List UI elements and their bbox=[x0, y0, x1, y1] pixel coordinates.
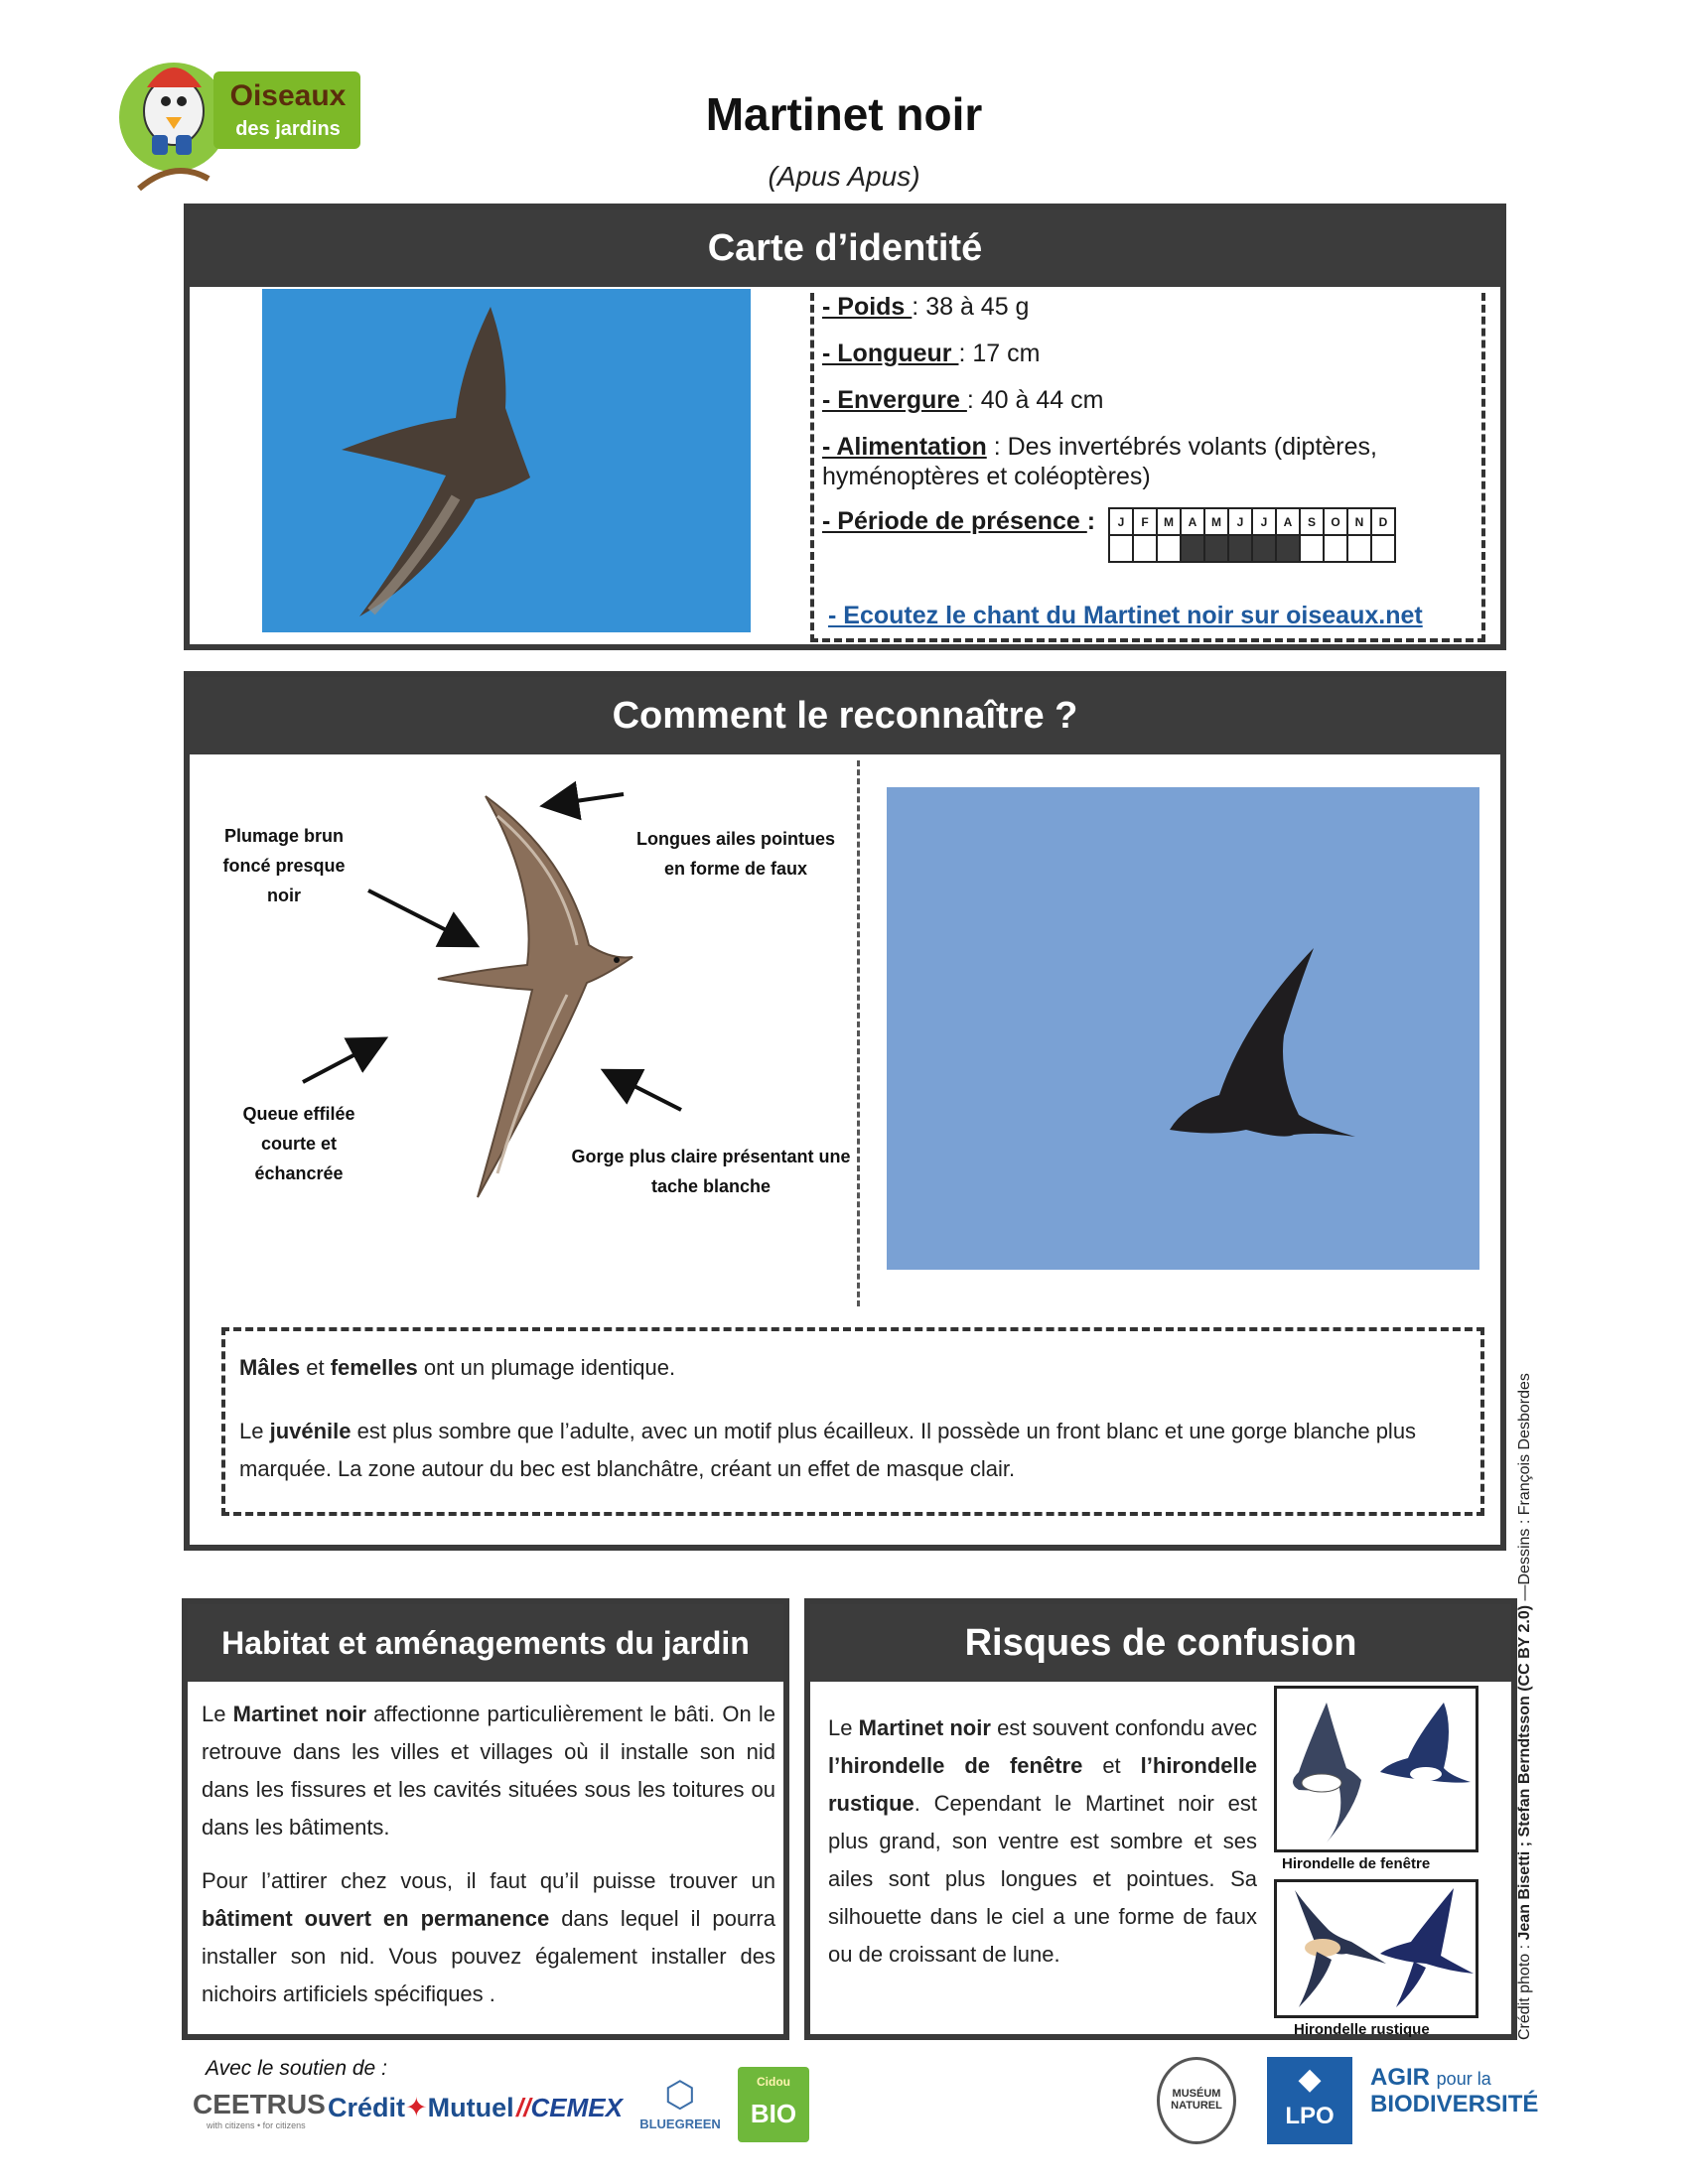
arrow-throat bbox=[615, 1076, 681, 1110]
sponsor-bio-text: BIO bbox=[750, 2099, 797, 2128]
sponsor-cemex-text: CEMEX bbox=[530, 2093, 623, 2122]
sponsor-ceetrus-tagline: with citizens • for citizens bbox=[207, 2120, 306, 2130]
length-row bbox=[822, 340, 1040, 368]
food-row bbox=[822, 432, 1458, 491]
confusion-text bbox=[828, 1709, 1257, 1974]
partner-agir-pour-la: pour la bbox=[1436, 2069, 1491, 2089]
partner-museum-line-1: MUSÉUM bbox=[1172, 2088, 1221, 2100]
label-plumage-line-1: Plumage brun bbox=[223, 826, 344, 846]
habitat-text-4: dans lequel il pourra installer son nid. Vous pouvez également installer des nichoirs artificiels spécifiques . bbox=[202, 1906, 775, 2006]
confusion-text-1: Le bbox=[828, 1715, 859, 1740]
month-cell: N bbox=[1347, 508, 1371, 535]
habitat-paragraph-1 bbox=[202, 1696, 775, 1846]
presence-cell bbox=[1371, 535, 1395, 562]
confusion-text-4: . Cependant le Martinet noir est plus grand, son ventre est sombre et ses ailes sont plus longues et pointues. Sa silhouette dans le ciel a une forme de faux ou de croissant de lune. bbox=[828, 1791, 1257, 1967]
arrow-tail bbox=[303, 1044, 374, 1082]
logo-text-des-jardins: des jardins bbox=[235, 118, 341, 140]
barn-swallow-drawing bbox=[1274, 1879, 1478, 2018]
sponsor-cemex bbox=[516, 2093, 623, 2123]
length-label: - Longueur bbox=[822, 340, 959, 367]
sponsor-ceetrus-text: CEETRUS bbox=[193, 2089, 326, 2119]
habitat-text bbox=[202, 1696, 775, 2013]
logo-text-oiseaux: Oiseaux bbox=[229, 79, 347, 112]
presence-cell bbox=[1252, 535, 1276, 562]
presence-cell bbox=[1204, 535, 1228, 562]
label-plumage-line-3: noir bbox=[267, 886, 301, 905]
confusion-bold-3: l’hirondelle rustique bbox=[828, 1753, 1258, 1816]
months-row bbox=[1109, 508, 1395, 535]
recognition-divider bbox=[857, 760, 860, 1306]
sponsor-bluegreen-text: BLUEGREEN bbox=[639, 2116, 721, 2131]
partner-lpo-text: LPO bbox=[1285, 2103, 1335, 2129]
habitat-section bbox=[182, 1598, 789, 2040]
presence-calendar bbox=[1108, 507, 1396, 563]
presence-cell bbox=[1276, 535, 1300, 562]
confusion-text-2: est souvent confondu avec bbox=[990, 1715, 1257, 1740]
caption-barn-swallow: Hirondelle rustique bbox=[1294, 2021, 1430, 2038]
barn-swallow-graphic bbox=[1277, 1882, 1476, 2015]
month-cell: D bbox=[1371, 508, 1395, 535]
note-juvenile bbox=[239, 1413, 1467, 1488]
note-text-3: Le bbox=[239, 1419, 270, 1443]
sponsor-bio bbox=[738, 2067, 809, 2142]
credit-drawings: —Dessins : François Desbordes bbox=[1516, 1373, 1533, 1605]
label-plumage-line-2: foncé presque bbox=[222, 856, 346, 876]
bluegreen-icon: ⬡ bbox=[664, 2074, 696, 2115]
weight-value: : 38 à 45 g bbox=[912, 293, 1030, 321]
partner-lpo bbox=[1267, 2057, 1352, 2144]
partner-agir-text: AGIR bbox=[1370, 2064, 1430, 2091]
identity-card-section bbox=[184, 204, 1506, 650]
sex-age-notes bbox=[221, 1327, 1484, 1516]
label-wings-line-2: en forme de faux bbox=[663, 859, 808, 879]
weight-label: - Poids bbox=[822, 293, 913, 321]
song-link[interactable]: - Ecoutez le chant du Martinet noir sur oiseaux.net bbox=[828, 602, 1423, 629]
habitat-text-2: affectionne particulièrement le bâti. On le retrouve dans les villes et villages où il installe son nid dans les fissures et les cavités situées sous les toitures ou dans les bâtiments. bbox=[202, 1702, 775, 1840]
habitat-bold-2: bâtiment ouvert en permanence bbox=[202, 1906, 550, 1931]
presence-row-cells bbox=[1109, 535, 1395, 562]
note-juvenile-word: juvénile bbox=[269, 1419, 352, 1443]
presence-row bbox=[822, 507, 1095, 536]
scientific-name: (Apus Apus) bbox=[768, 161, 920, 192]
month-cell: S bbox=[1300, 508, 1324, 535]
label-tail bbox=[229, 1099, 368, 1188]
sponsor-ceetrus bbox=[193, 2089, 326, 2130]
confusion-text-3: et bbox=[1082, 1753, 1141, 1778]
house-martin-graphic bbox=[1277, 1689, 1476, 1849]
sponsor-bluegreen bbox=[637, 2073, 723, 2131]
support-label: Avec le soutien de : bbox=[206, 2057, 387, 2080]
partner-museum bbox=[1157, 2057, 1236, 2144]
partner-agir bbox=[1370, 2065, 1538, 2117]
presence-cell bbox=[1109, 535, 1133, 562]
month-cell: M bbox=[1157, 508, 1181, 535]
cemex-slash-icon: // bbox=[516, 2093, 531, 2122]
habitat-heading: Habitat et aménagements du jardin bbox=[188, 1604, 783, 1682]
presence-cell bbox=[1133, 535, 1157, 562]
arrow-plumage bbox=[368, 890, 466, 940]
sponsor-mutuel-text: Mutuel bbox=[427, 2093, 514, 2122]
label-wings-line-1: Longues ailes pointues bbox=[635, 829, 836, 849]
month-cell: A bbox=[1181, 508, 1204, 535]
confusion-bold-1: Martinet noir bbox=[858, 1715, 991, 1740]
month-cell: J bbox=[1252, 508, 1276, 535]
house-martin-drawing bbox=[1274, 1686, 1478, 1852]
annotation-arrows bbox=[190, 677, 865, 1372]
swift-sky-photo bbox=[887, 787, 1479, 1270]
presence-cell bbox=[1181, 535, 1204, 562]
note-text-2: ont un plumage identique. bbox=[417, 1355, 676, 1380]
month-cell: J bbox=[1109, 508, 1133, 535]
month-cell: M bbox=[1204, 508, 1228, 535]
label-tail-line-3: échancrée bbox=[254, 1163, 344, 1183]
label-wings bbox=[612, 824, 860, 884]
note-text-4: est plus sombre que l’adulte, avec un motif plus écailleux. Il possède un front blanc et une gorge blanche plus marquée. La zone autour du bec est blanchâtre, créant un effet de masque clair. bbox=[239, 1419, 1417, 1481]
partner-museum-line-2: NATUREL bbox=[1171, 2100, 1222, 2112]
note-text-1: et bbox=[300, 1355, 331, 1380]
swift-flight-photo bbox=[262, 289, 751, 632]
confusion-heading: Risques de confusion bbox=[810, 1604, 1511, 1682]
swift-silhouette bbox=[262, 289, 751, 632]
arrow-wings bbox=[555, 794, 624, 804]
page-title: Martinet noir bbox=[705, 88, 983, 140]
caption-house-martin: Hirondelle de fenêtre bbox=[1282, 1855, 1431, 1872]
wingspan-value: : 40 à 44 cm bbox=[966, 386, 1104, 414]
credit-mutuel-icon: ✦ bbox=[405, 2093, 428, 2122]
recognition-section bbox=[184, 671, 1506, 1551]
presence-cell bbox=[1347, 535, 1371, 562]
month-cell: A bbox=[1276, 508, 1300, 535]
presence-cell bbox=[1157, 535, 1181, 562]
presence-colon: : bbox=[1086, 507, 1096, 535]
label-tail-line-1: Queue effilée bbox=[242, 1104, 355, 1124]
wingspan-label: - Envergure bbox=[822, 386, 967, 414]
food-value: : Des invertébrés volants (diptères, hyménoptères et coléoptères) bbox=[822, 433, 1377, 490]
label-throat-line-1: Gorge plus claire présentant une bbox=[571, 1147, 851, 1166]
presence-cell bbox=[1324, 535, 1347, 562]
label-tail-line-2: courte et bbox=[260, 1134, 338, 1154]
month-cell: O bbox=[1324, 508, 1347, 535]
credit-prefix: Crédit photo : bbox=[1516, 1940, 1533, 2040]
credit-authors: Jean Bisetti ; Stefan Berndtsson (CC BY 2.0) bbox=[1516, 1604, 1533, 1941]
swift-sky-silhouette bbox=[887, 787, 1479, 1270]
recognition-heading: Comment le reconnaître ? bbox=[190, 677, 1500, 754]
length-value: : 17 cm bbox=[958, 340, 1041, 367]
confusion-section bbox=[804, 1598, 1517, 2040]
month-cell: F bbox=[1133, 508, 1157, 535]
wingspan-row bbox=[822, 386, 1103, 415]
food-label: - Alimentation bbox=[822, 433, 987, 461]
weight-row bbox=[822, 293, 1029, 322]
note-females: femelles bbox=[330, 1355, 418, 1380]
confusion-bold-2: l’hirondelle de fenêtre bbox=[828, 1753, 1083, 1778]
label-throat bbox=[562, 1142, 860, 1201]
label-throat-line-2: tache blanche bbox=[650, 1176, 772, 1196]
identity-card-heading: Carte d’identité bbox=[190, 209, 1500, 287]
label-plumage bbox=[210, 821, 358, 910]
sponsor-credit-text: Crédit bbox=[328, 2093, 406, 2122]
habitat-text-3: Pour l’attirer chez vous, il faut qu’il puisse trouver un bbox=[202, 1868, 775, 1893]
habitat-paragraph-2 bbox=[202, 1862, 775, 2013]
presence-cell bbox=[1300, 535, 1324, 562]
presence-label: - Période de présence bbox=[822, 507, 1087, 535]
note-adults bbox=[239, 1349, 1467, 1387]
sponsor-bio-brand: Cidou bbox=[757, 2075, 790, 2089]
sponsor-credit-mutuel bbox=[328, 2093, 514, 2123]
partner-agir-biodiversite: BIODIVERSITÉ bbox=[1370, 2091, 1539, 2117]
photo-credit bbox=[1516, 1365, 1534, 2040]
habitat-text-1: Le bbox=[202, 1702, 233, 1726]
presence-cell bbox=[1228, 535, 1252, 562]
month-cell: J bbox=[1228, 508, 1252, 535]
habitat-bold-1: Martinet noir bbox=[232, 1702, 366, 1726]
puffin-icon: ◆ bbox=[1298, 2063, 1322, 2096]
note-males: Mâles bbox=[239, 1355, 301, 1380]
